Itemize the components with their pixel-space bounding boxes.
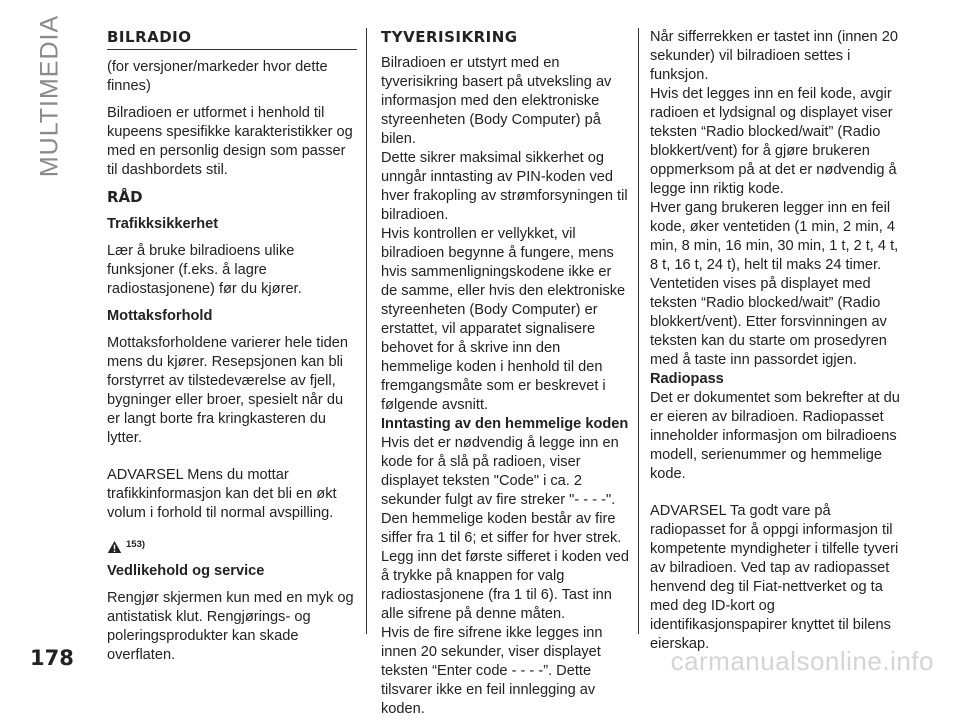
warning-triangle-icon — [107, 540, 122, 554]
warning-ref-number: 153) — [126, 539, 146, 550]
antitheft-paragraph-3: Hvis kontrollen er vellykket, vil bilradioen begynne å fungere, mens hvis sammenligningskodene ikke er de samme, eller hvis den elektroniske styreenheten (Body Computer) er erstattet, vil apparatet signalisere behovet for å skrive inn den hemmelige koden i henhold til den fremgangsmåte som er beskrevet i følgende avsnitt. — [381, 226, 626, 413]
warning-reference — [107, 535, 357, 554]
code-paragraph-1: Hvis det er nødvendig å legge inn en kode for å slå på radioen, viser displayet teksten "Code" i ca. 2 sekunder fulgt av fire streker "- - - -". — [381, 435, 619, 508]
warning-paragraph: ADVARSEL Mens du mottar trafikkinformasjon kan det bli en økt volum i forhold til normal avspilling. — [107, 467, 337, 521]
column-3 — [650, 28, 905, 654]
maintenance-paragraph: Rengjør skjermen kun med en myk og antistatisk klut. Rengjørings- og poleringsprodukter kan skade overflaten. — [107, 590, 354, 663]
code-paragraph-4: Hvis de fire sifrene ikke legges inn innen 20 sekunder, viser displayet teksten “Enter code - - - -”. Dette tilsvarer ikke en feil innlegging av koden. — [381, 625, 603, 717]
code-entry-heading: Inntasting av den hemmelige koden — [381, 416, 629, 432]
watermark: carmanualsonline.info — [670, 646, 934, 676]
subtitle: (for versjoner/markeder hvor dette finnes) — [107, 59, 328, 94]
code-paragraph-2: Den hemmelige koden består av fire siffer fra 1 til 6; et siffer for hver strek. — [381, 511, 622, 546]
advice-heading: RÅD — [107, 188, 143, 206]
column-divider-2 — [638, 28, 639, 634]
radiopass-paragraph: Det er dokumentet som bekrefter at du er eieren av bilradioen. Radiopasset inneholder informasjon om bilradioens modell, serienummer og hemmelige kode. — [650, 390, 900, 482]
antitheft-paragraph-1: Bilradioen er utstyrt med en tyverisikring basert på utveksling av informasjon med den elektroniske styreenheten (Body Computer) på bilen. — [381, 55, 612, 147]
radiopass-heading: Radiopass — [650, 371, 724, 387]
column-divider-1 — [366, 28, 367, 634]
column-2 — [381, 28, 629, 719]
column-1 — [107, 28, 357, 665]
code-paragraph-5: Når sifferrekken er tastet inn (innen 20 sekunder) vil bilradioen settes i funksjon. — [650, 29, 898, 83]
section-title-tyverisikring: TYVERISIKRING — [381, 28, 518, 46]
section-side-label: MULTIMEDIA — [35, 14, 64, 178]
antitheft-paragraph-2: Dette sikrer maksimal sikkerhet og unngår inntasting av PIN-koden ved hver frakopling av strømforsyningen til bilradioen. — [381, 150, 628, 223]
code-paragraph-8: Ventetiden vises på displayet med teksten “Radio blocked/wait” (Radio blokkert/vent). Etter forsvinningen av teksten kan du starte om prosedyren med å taste inn passordet igjen. — [650, 276, 887, 368]
section-title-bilradio: BILRADIO — [107, 28, 357, 50]
code-paragraph-6: Hvis det legges inn en feil kode, avgir radioen et lydsignal og displayet viser teksten “Radio blocked/wait” (Radio blokkert/vent) for å gjøre brukeren oppmerksom på at det er nødvendig å legge inn riktig kode. — [650, 86, 897, 197]
radiopass-warning: ADVARSEL Ta godt vare på radiopasset for å oppgi informasjon til kompetente myndigheter i tilfelle tyveri av bilradioen. Ved tap av radiopasset henvend deg til Fiat-nettverket og ta med deg ID-kort og identifikasjonspapirer knyttet til bilens eierskap. — [650, 503, 899, 652]
reception-paragraph: Mottaksforholdene varierer hele tiden mens du kjører. Resepsjonen kan bli forstyrret av tilstedeværelse av fjell, bygninger eller broer, spesielt når du er langt borte fra kringkasteren du lytter. — [107, 335, 348, 446]
reception-heading: Mottaksforhold — [107, 308, 213, 324]
intro-paragraph: Bilradioen er utformet i henhold til kupeens spesifikke karakteristikker og med en personlig design som passer til dashbordets stil. — [107, 105, 353, 178]
code-paragraph-7: Hver gang brukeren legger inn en feil kode, øker ventetiden (1 min, 2 min, 4 min, 8 min, 16 min, 30 min, 1 t, 2 t, 4 t, 8 t, 16 t, 24 t), helt til maks 24 timer. — [650, 200, 899, 273]
maintenance-heading: Vedlikehold og service — [107, 563, 265, 579]
page-number: 178 — [30, 646, 74, 670]
traffic-paragraph: Lær å bruke bilradioens ulike funksjoner (f.eks. å lagre radiostasjonene) før du kjører. — [107, 243, 302, 297]
code-paragraph-3: Legg inn det første sifferet i koden ved å trykke på knappen for valg radiostasjonene (fra 1 til 6). Tast inn alle sifrene på denne måten. — [381, 549, 629, 622]
traffic-heading: Trafikksikkerhet — [107, 216, 219, 232]
